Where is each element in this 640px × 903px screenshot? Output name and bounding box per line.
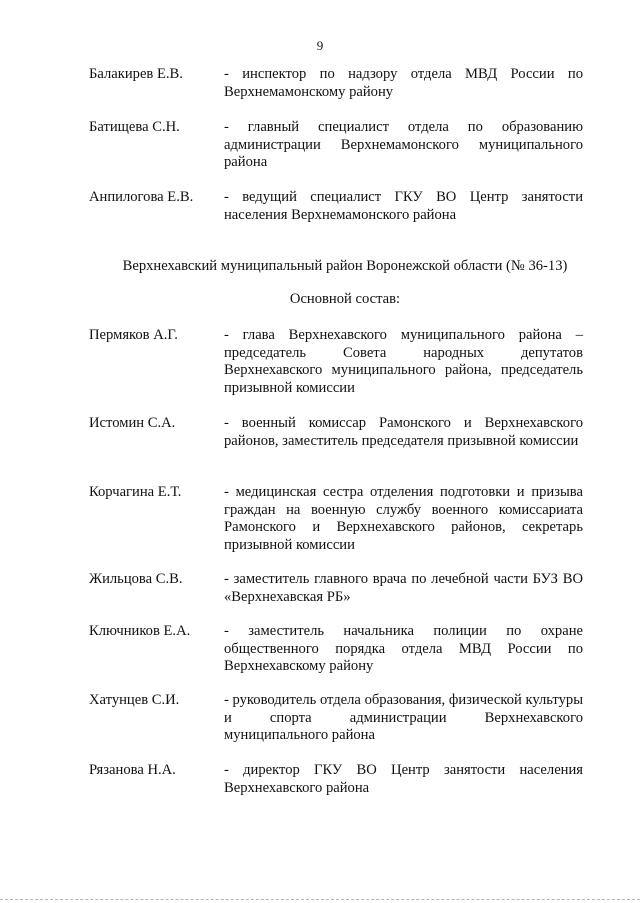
member-role: - заместитель начальника полиции по охране общественного порядка отдела МВД России по Верхнехавскому району xyxy=(224,623,583,675)
section-heading: Основной состав: xyxy=(289,291,401,307)
member-role: - ведущий специалист ГКУ ВО Центр занятости населения Верхнемамонского района xyxy=(224,189,583,223)
member-name: Хатунцев С.И. xyxy=(89,692,180,708)
member-name: Балакирев Е.В. xyxy=(89,66,183,82)
member-name: Рязанова Н.А. xyxy=(89,762,176,778)
member-role: - руководитель отдела образования, физической культуры и спорта администрации Верхнехавского муниципального района xyxy=(224,692,583,744)
member-role: - заместитель главного врача по лечебной части БУЗ ВО «Верхнехавская РБ» xyxy=(224,571,583,605)
member-role: - главный специалист отдела по образованию администрации Верхнемамонского муниципального района xyxy=(224,119,583,171)
page-number: 9 xyxy=(316,38,324,53)
member-name: Истомин С.А. xyxy=(89,415,176,431)
member-name: Пермяков А.Г. xyxy=(89,327,178,343)
member-name: Корчагина Е.Т. xyxy=(89,484,182,500)
member-role: - военный комиссар Рамонского и Верхнехавского районов, заместитель председателя призывной комиссии xyxy=(224,415,583,449)
member-role: - инспектор по надзору отдела МВД России по Верхнемамонскому району xyxy=(224,66,583,100)
district-heading: Верхнехавский муниципальный район Воронежской области (№ 36-13) xyxy=(122,258,568,274)
member-role: - глава Верхнехавского муниципального района – председатель Совета народных депутатов Верхнехавского муниципального района, председатель призывной комиссии xyxy=(224,327,583,396)
member-role: - медицинская сестра отделения подготовки и призыва граждан на военную службу военного комиссариата Рамонского и Верхнехавского районов, секретарь призывной комиссии xyxy=(224,484,583,553)
member-name: Ключников Е.А. xyxy=(89,623,191,639)
member-name: Жильцова С.В. xyxy=(89,571,183,587)
member-name: Батищева С.Н. xyxy=(89,119,180,135)
page-bottom-edge xyxy=(0,899,640,900)
member-role: - директор ГКУ ВО Центр занятости населения Верхнехавского района xyxy=(224,762,583,796)
member-name: Анпилогова Е.В. xyxy=(89,189,194,205)
